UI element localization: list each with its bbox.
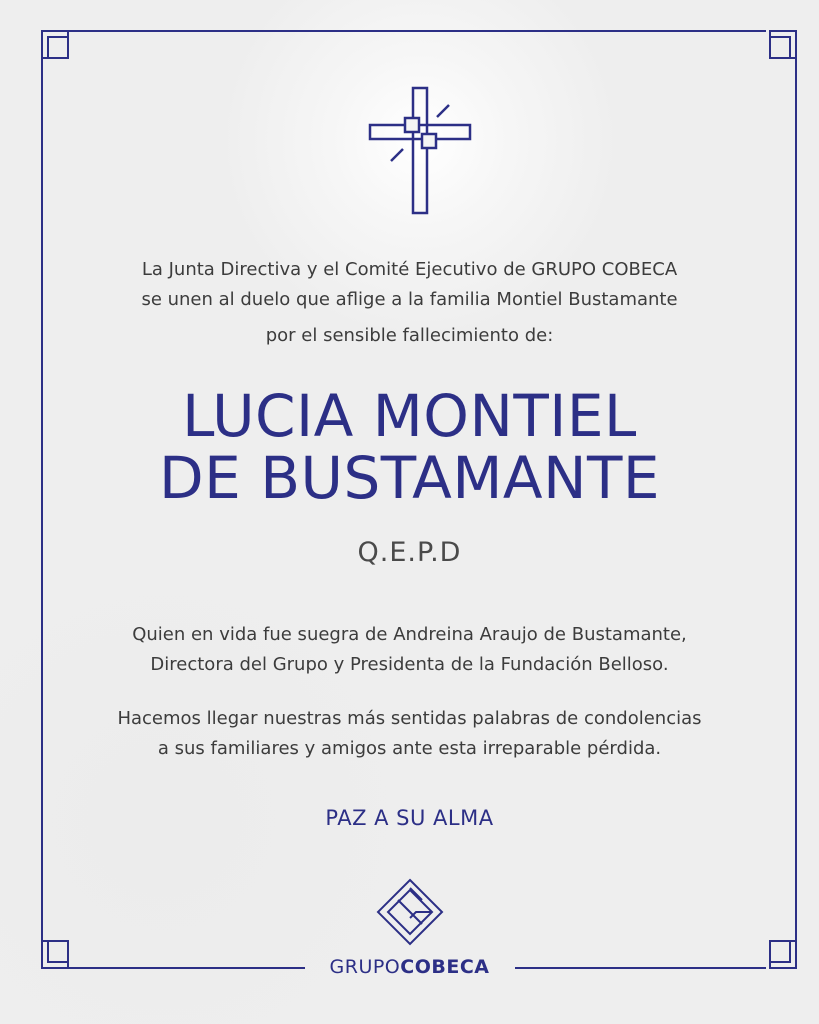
brand-part-bold: COBECA bbox=[400, 956, 490, 978]
cross-icon bbox=[365, 85, 475, 217]
deceased-name bbox=[0, 382, 819, 512]
bio-line: Directora del Grupo y Presidenta de la Fundación Belloso. bbox=[150, 654, 669, 675]
brand-name bbox=[0, 956, 819, 978]
closing-text: PAZ A SU ALMA bbox=[325, 806, 494, 830]
bio-line: Quien en vida fue suegra de Andreina Araujo de Bustamante, bbox=[132, 624, 687, 645]
name-line: LUCIA MONTIEL bbox=[182, 382, 637, 450]
intro-line: por el sensible fallecimiento de: bbox=[265, 325, 554, 346]
brand-part-light: GRUPO bbox=[329, 956, 401, 978]
intro-line: se unen al duelo que aflige a la familia Montiel Bustamante bbox=[141, 289, 678, 310]
condolence-line: Hacemos llegar nuestras más sentidas palabras de condolencias bbox=[117, 708, 702, 729]
intro-line: La Junta Directiva y el Comité Ejecutivo de GRUPO COBECA bbox=[141, 259, 678, 280]
cobeca-logo-icon bbox=[376, 876, 444, 948]
qepd-text: Q.E.P.D bbox=[357, 537, 462, 568]
intro-text bbox=[0, 255, 819, 351]
condolence-text bbox=[0, 704, 819, 764]
bio-text bbox=[0, 620, 819, 680]
name-line: DE BUSTAMANTE bbox=[158, 444, 661, 512]
condolence-line: a sus familiares y amigos ante esta irreparable pérdida. bbox=[157, 738, 662, 759]
